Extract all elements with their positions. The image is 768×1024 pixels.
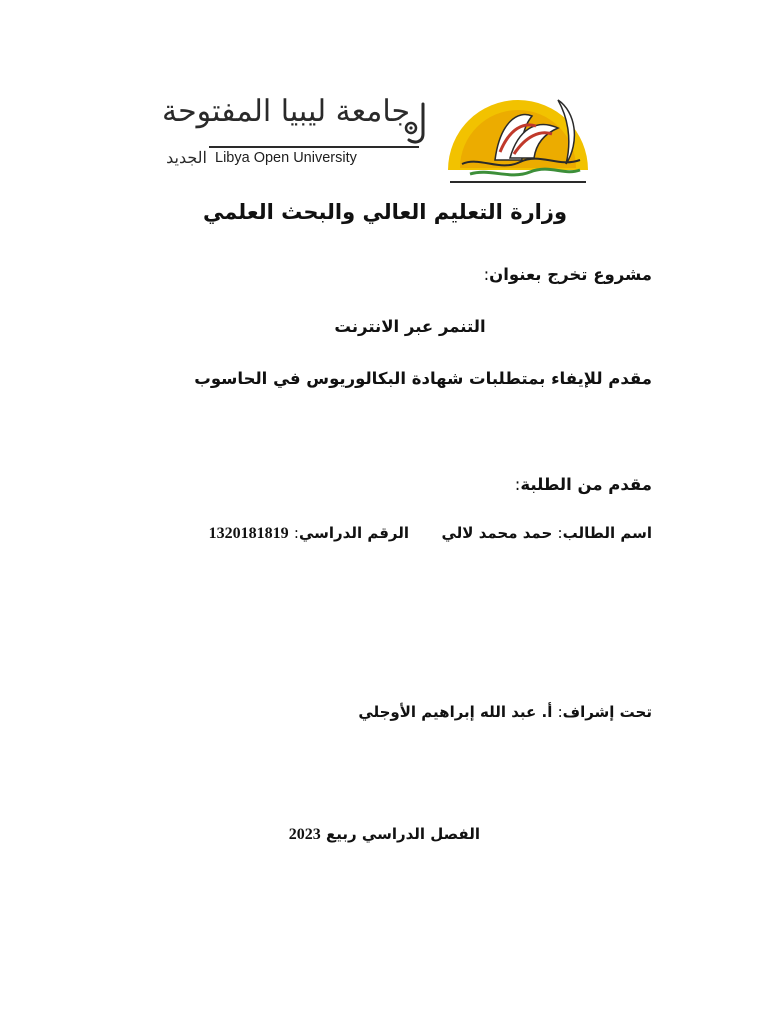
supervision-label: تحت إشراف	[562, 703, 652, 721]
semester-year: 2023	[288, 826, 321, 843]
project-heading-colon: :	[483, 265, 490, 284]
supervision-line	[358, 703, 652, 721]
student-name: حمد محمد لالي	[441, 524, 553, 542]
logo-english-name: Libya Open University	[215, 150, 357, 166]
submitted-by-colon: :	[514, 475, 521, 494]
project-heading	[484, 265, 652, 284]
student-id-number: 1320181819	[208, 525, 289, 542]
semester-line	[290, 825, 480, 844]
student-id-colon: :	[293, 524, 299, 542]
supervision-colon: :	[557, 703, 563, 721]
project-heading-label: مشروع تخرج بعنوان	[489, 265, 652, 284]
logo-divider	[209, 146, 419, 148]
student-name-colon: :	[557, 524, 563, 542]
student-name-label: اسم الطالب	[562, 524, 652, 542]
student-id-label: الرقم الدراسي	[298, 524, 410, 542]
degree-requirement-line: مقدم للإيفاء بمتطلبات شهادة البكالوريوس في الحاسوب	[194, 369, 652, 388]
submitted-by-heading	[515, 475, 652, 494]
logo-arabic-name: جامعة ليبيا المفتوحة	[162, 94, 410, 129]
university-emblem-icon	[440, 82, 590, 192]
green-wave	[470, 169, 580, 175]
ministry-heading: وزارة التعليم العالي والبحث العلمي	[202, 200, 568, 224]
university-logo	[145, 82, 595, 192]
submitted-by-label: مقدم من الطلبة	[520, 475, 652, 494]
logo-arabic-tagline: الجديد	[166, 148, 207, 167]
supervisor-name: أ. عبد الله إبراهيم الأوجلي	[358, 703, 553, 721]
project-title: التنمر عبر الانترنت	[334, 317, 486, 336]
semester-label: الفصل الدراسي ربيع	[326, 825, 480, 843]
student-info-line	[209, 524, 652, 543]
